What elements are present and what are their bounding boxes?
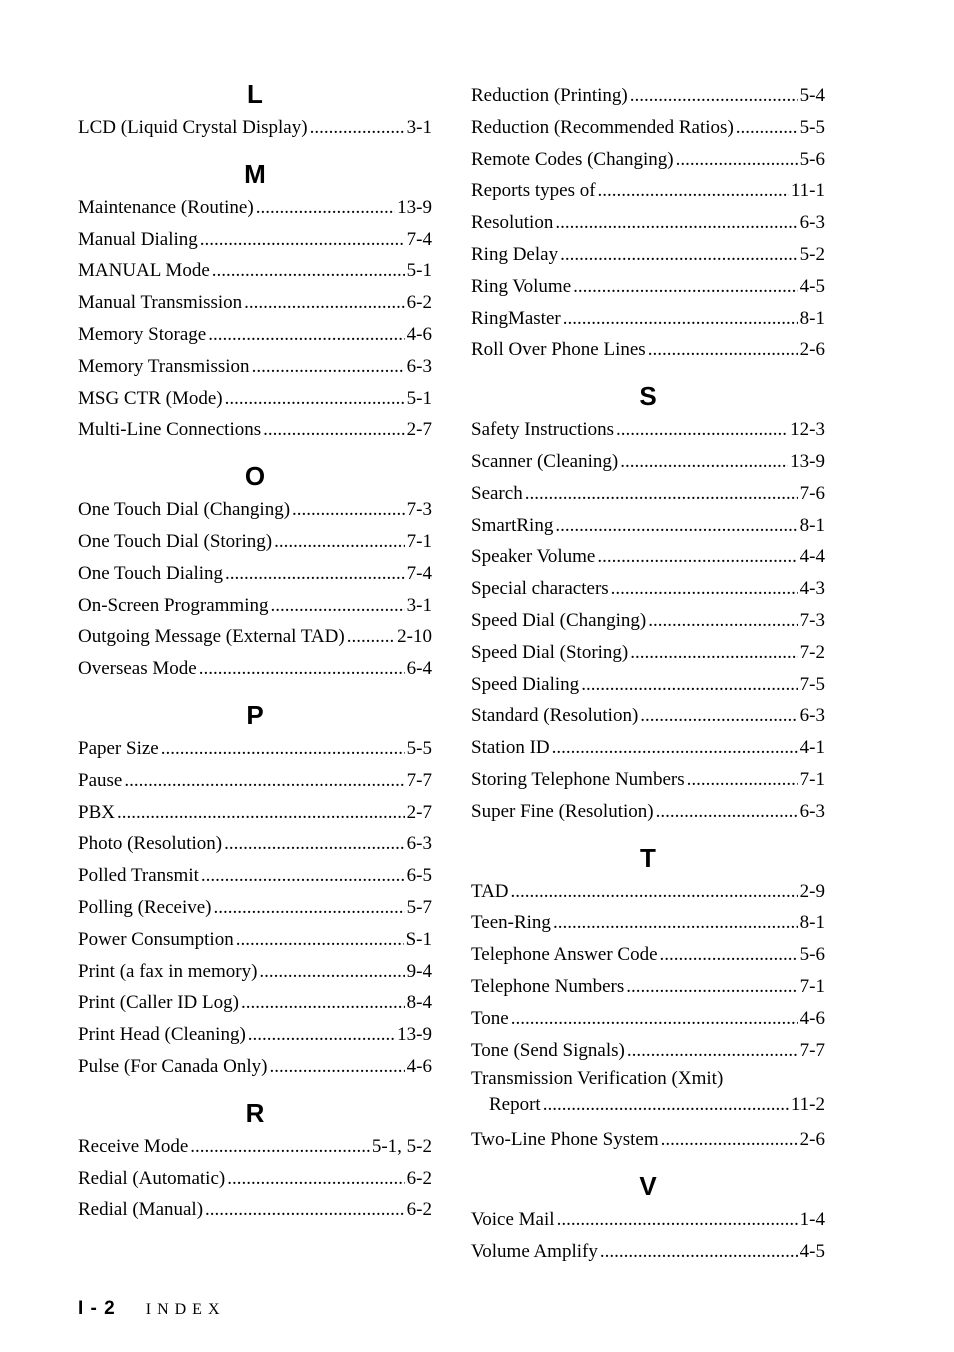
entry-term: Print (a fax in memory) [78, 960, 258, 982]
entry-term: LCD (Liquid Crystal Display) [78, 117, 308, 138]
page-number: I - 2 [78, 1298, 116, 1319]
index-entry [78, 287, 432, 319]
entry-term-continued: Report [489, 1094, 541, 1116]
index-entry [471, 1204, 825, 1236]
entry-page: 7-5 [799, 673, 825, 695]
entry-term: Redial (Automatic) [78, 1167, 226, 1189]
entry-term: Polled Transmit [78, 865, 199, 887]
entry-term: Ring Delay [471, 243, 559, 265]
entry-term: Teen-Ring [471, 912, 551, 934]
index-entry [471, 876, 825, 908]
leader-dots [199, 653, 405, 685]
entry-term: Pulse (For Canada Only) [78, 1055, 268, 1077]
leader-dots [543, 1092, 789, 1118]
entry-term: Safety Instructions [471, 419, 615, 441]
index-entry [471, 1003, 825, 1035]
entry-page: S-1 [405, 928, 432, 950]
index-section [78, 697, 432, 1083]
entry-page: 7-1 [799, 975, 825, 997]
section-letter: V [639, 1170, 657, 1201]
leader-dots [573, 271, 798, 303]
index-entry [471, 1035, 825, 1067]
entry-page: 13-9 [790, 450, 825, 472]
index-entry [78, 892, 432, 924]
leader-dots [248, 1019, 395, 1051]
entry-page: 5-5 [406, 737, 432, 759]
leader-dots [555, 510, 797, 542]
entry-page: 5-2 [799, 243, 825, 265]
leader-dots [269, 1051, 404, 1083]
entry-term: Roll Over Phone Lines [471, 339, 646, 361]
entry-term: Paper Size [78, 737, 159, 759]
index-entry [78, 558, 432, 590]
entry-page: 4-6 [799, 1007, 825, 1029]
entry-continuation [471, 1092, 825, 1124]
entry-term: Speaker Volume [471, 546, 596, 568]
leader-dots [557, 1204, 798, 1236]
entry-term: Scanner (Cleaning) [471, 450, 619, 472]
entry-term: Super Fine (Resolution) [471, 800, 654, 822]
index-entry [471, 207, 825, 239]
leader-dots [627, 1035, 798, 1067]
leader-dots [656, 796, 798, 828]
entry-term: Photo (Resolution) [78, 833, 223, 855]
entry-page: 8-1 [799, 307, 825, 329]
index-entry [471, 303, 825, 335]
entry-page: 9-4 [406, 960, 432, 982]
entry-page: 2-7 [406, 801, 432, 823]
entry-term: TAD [471, 880, 509, 902]
leader-dots [620, 446, 788, 478]
leader-dots [553, 907, 798, 939]
index-entry [78, 956, 432, 988]
entry-page: 2-6 [799, 339, 825, 361]
index-entry [471, 144, 825, 176]
entry-page: 7-7 [799, 1039, 825, 1061]
entry-page: 1-4 [799, 1208, 825, 1230]
entry-page: 5-7 [406, 896, 432, 918]
index-entry [471, 1124, 825, 1156]
leader-dots [310, 112, 405, 144]
leader-dots [611, 573, 798, 605]
entry-term: Two-Line Phone System [471, 1129, 659, 1151]
leader-dots [598, 175, 789, 207]
index-section [78, 76, 432, 144]
entry-page: 8-1 [799, 912, 825, 934]
leader-dots [660, 939, 798, 971]
leader-dots [597, 541, 797, 573]
leader-dots [227, 1163, 404, 1195]
entry-term: Search [471, 482, 523, 504]
index-entry [471, 700, 825, 732]
leader-dots [581, 669, 797, 701]
entry-page: 6-4 [406, 658, 432, 680]
entry-page: 7-4 [406, 562, 432, 584]
entry-page: 4-1 [799, 737, 825, 759]
index-entry [78, 621, 432, 653]
entry-page: 3-1 [406, 594, 432, 616]
leader-dots [214, 892, 405, 924]
entry-page: 2-6 [799, 1129, 825, 1151]
footer-label: INDEX [145, 1301, 226, 1318]
index-entry [471, 939, 825, 971]
entry-term: Manual Transmission [78, 292, 243, 314]
index-entry [78, 797, 432, 829]
index-column-right [471, 80, 825, 1268]
entry-term: Outgoing Message (External TAD) [78, 626, 345, 648]
entry-term: SmartRing [471, 514, 554, 536]
leader-dots [259, 956, 404, 988]
entry-page: 11-1 [790, 180, 825, 202]
entry-page: 4-3 [799, 578, 825, 600]
entry-term: Ring Volume [471, 275, 572, 297]
index-entry [471, 112, 825, 144]
section-letter: O [244, 461, 266, 492]
section-letter: L [247, 79, 263, 109]
entry-term: MANUAL Mode [78, 260, 210, 282]
entry-page: 4-4 [799, 546, 825, 568]
entry-page: 2-7 [406, 419, 432, 441]
entry-term: PBX [78, 801, 115, 823]
index-entry [471, 605, 825, 637]
leader-dots [640, 700, 797, 732]
entry-term: Redial (Manual) [78, 1199, 204, 1221]
index-entry [78, 526, 432, 558]
leader-dots [292, 494, 405, 526]
entry-term: Memory Storage [78, 323, 207, 345]
leader-dots [676, 144, 798, 176]
leader-dots [616, 414, 788, 446]
entry-page: 5-1, 5-2 [371, 1135, 432, 1157]
leader-dots [241, 987, 405, 1019]
index-entry [78, 590, 432, 622]
leader-dots [190, 1131, 370, 1163]
entry-page: 4-6 [406, 323, 432, 345]
entry-page: 7-1 [799, 768, 825, 790]
index-entry [78, 112, 432, 144]
index-entry [78, 494, 432, 526]
index-entry [471, 764, 825, 796]
entry-page: 6-3 [406, 355, 432, 377]
entry-term: Voice Mail [471, 1208, 555, 1230]
leader-dots [552, 732, 798, 764]
entry-term: Resolution [471, 212, 554, 234]
entry-page: 7-4 [406, 228, 432, 250]
index-entry [471, 175, 825, 207]
page-footer [78, 1298, 226, 1322]
entry-term: Telephone Answer Code [471, 944, 658, 966]
entry-page: 6-3 [799, 800, 825, 822]
leader-dots [256, 192, 395, 224]
leader-dots [630, 637, 797, 669]
entry-term: On-Screen Programming [78, 594, 269, 616]
index-entry [78, 765, 432, 797]
leader-dots [270, 590, 404, 622]
entry-page: 7-7 [406, 769, 432, 791]
entry-term: Special characters [471, 578, 609, 600]
entry-term: Print (Caller ID Log) [78, 992, 239, 1014]
leader-dots [626, 971, 797, 1003]
leader-dots [511, 876, 798, 908]
entry-term: Power Consumption [78, 928, 234, 950]
index-section [78, 156, 432, 446]
entry-page: 7-2 [799, 641, 825, 663]
entry-page: 13-9 [397, 1024, 432, 1046]
index-entry [471, 732, 825, 764]
index-entry [78, 255, 432, 287]
leader-dots [560, 239, 798, 271]
index-entry [78, 383, 432, 415]
index-entry [78, 414, 432, 446]
entry-page: 8-4 [406, 992, 432, 1014]
index-section [78, 458, 432, 685]
index-entry [471, 637, 825, 669]
entry-page: 4-5 [799, 275, 825, 297]
leader-dots [687, 764, 798, 796]
entry-page: 3-1 [406, 117, 432, 138]
index-entry [78, 733, 432, 765]
entry-term: Speed Dial (Changing) [471, 609, 647, 631]
section-letter: S [639, 381, 657, 412]
leader-dots [117, 797, 405, 829]
entry-page: 7-1 [406, 530, 432, 552]
entry-term: Telephone Numbers [471, 975, 625, 997]
leader-dots [511, 1003, 798, 1035]
entry-page: 6-3 [406, 833, 432, 855]
entry-term: Overseas Mode [78, 658, 197, 680]
entry-term: MSG CTR (Mode) [78, 387, 223, 409]
index-entry [78, 1163, 432, 1195]
index-entry [471, 669, 825, 701]
leader-dots [225, 558, 405, 590]
entry-term: One Touch Dial (Storing) [78, 530, 273, 552]
leader-dots [555, 207, 797, 239]
entry-term: One Touch Dial (Changing) [78, 499, 291, 521]
entry-page: 13-9 [397, 196, 432, 218]
index-entry [78, 1051, 432, 1083]
section-letter: P [246, 699, 264, 730]
entry-term: Print Head (Cleaning) [78, 1024, 246, 1046]
entry-term: Multi-Line Connections [78, 419, 262, 441]
index-entry [78, 351, 432, 383]
leader-dots [205, 1194, 405, 1226]
entry-term: Storing Telephone Numbers [471, 768, 685, 790]
leader-dots [563, 303, 798, 335]
index-section [471, 1168, 825, 1268]
entry-page: 12-3 [790, 419, 825, 441]
index-entry [471, 510, 825, 542]
leader-dots [630, 80, 798, 112]
leader-dots [736, 112, 798, 144]
leader-dots [236, 924, 404, 956]
entry-term: Maintenance (Routine) [78, 196, 254, 218]
entry-page: 8-1 [799, 514, 825, 536]
entry-term: RingMaster [471, 307, 561, 329]
index-entry [471, 478, 825, 510]
index-entry [471, 1066, 825, 1124]
entry-term: Reduction (Recommended Ratios) [471, 116, 734, 138]
index-entry [471, 1236, 825, 1268]
entry-page: 2-9 [799, 880, 825, 902]
index-entry [471, 573, 825, 605]
entry-page: 5-1 [406, 260, 432, 282]
leader-dots [208, 319, 404, 351]
index-section [78, 1095, 432, 1226]
index-entry [78, 828, 432, 860]
leader-dots [252, 351, 405, 383]
index-section [471, 840, 825, 1156]
index-entry [78, 1019, 432, 1051]
entry-term: Station ID [471, 737, 550, 759]
entry-page: 4-6 [406, 1055, 432, 1077]
entry-page: 5-6 [799, 944, 825, 966]
entry-term: Receive Mode [78, 1135, 189, 1157]
entry-term: Tone [471, 1007, 509, 1029]
entry-page: 6-2 [406, 1199, 432, 1221]
index-entry [78, 987, 432, 1019]
entry-term: Polling (Receive) [78, 896, 212, 918]
index-entry [471, 971, 825, 1003]
entry-term: Memory Transmission [78, 355, 250, 377]
entry-page: 7-6 [799, 482, 825, 504]
leader-dots [212, 255, 405, 287]
leader-dots [648, 605, 797, 637]
entry-term: Manual Dialing [78, 228, 198, 250]
index-entry [78, 319, 432, 351]
index-entry [471, 239, 825, 271]
index-entry [471, 414, 825, 446]
index-entry [78, 924, 432, 956]
entry-term: One Touch Dialing [78, 562, 224, 584]
entry-page: 5-5 [799, 116, 825, 138]
entry-page: 5-1 [406, 387, 432, 409]
leader-dots [200, 224, 405, 256]
entry-page: 2-10 [397, 626, 432, 648]
index-entry [78, 1131, 432, 1163]
index-column-left [78, 76, 432, 1226]
leader-dots [600, 1236, 798, 1268]
section-letter: R [245, 1097, 265, 1128]
entry-page: 5-4 [799, 85, 825, 106]
entry-page: 6-2 [406, 292, 432, 314]
index-entry [471, 907, 825, 939]
entry-page: 4-5 [799, 1240, 825, 1262]
entry-page: 11-2 [790, 1094, 825, 1116]
index-entry [471, 541, 825, 573]
entry-term: Volume Amplify [471, 1240, 598, 1262]
index-entry [471, 334, 825, 366]
index-entry [471, 796, 825, 828]
entry-page: 6-2 [406, 1167, 432, 1189]
leader-dots [225, 383, 405, 415]
entry-term: Speed Dialing [471, 673, 580, 695]
leader-dots [347, 621, 395, 653]
entry-page: 6-3 [799, 705, 825, 727]
entry-term: Speed Dial (Storing) [471, 641, 629, 663]
entry-term: Remote Codes (Changing) [471, 148, 674, 170]
entry-page: 5-6 [799, 148, 825, 170]
index-entry [78, 224, 432, 256]
index-section [471, 80, 825, 366]
entry-page: 7-3 [799, 609, 825, 631]
index-entry [78, 653, 432, 685]
entry-term: Tone (Send Signals) [471, 1039, 625, 1061]
entry-page: 6-5 [406, 865, 432, 887]
leader-dots [224, 828, 405, 860]
index-entry [471, 446, 825, 478]
index-entry [78, 192, 432, 224]
leader-dots [161, 733, 405, 765]
leader-dots [525, 478, 798, 510]
leader-dots [263, 414, 405, 446]
index-entry [78, 1194, 432, 1226]
entry-term: Transmission Verification (Xmit) [471, 1068, 724, 1090]
index-section [471, 378, 825, 827]
entry-term: Reports types of [471, 180, 596, 202]
leader-dots [124, 765, 404, 797]
section-letter: T [640, 842, 656, 873]
index-entry [471, 80, 825, 112]
leader-dots [201, 860, 405, 892]
section-letter: M [244, 158, 266, 189]
leader-dots [244, 287, 405, 319]
leader-dots [648, 334, 798, 366]
entry-term: Pause [78, 769, 123, 791]
leader-dots [661, 1124, 798, 1156]
entry-term: Reduction (Printing) [471, 85, 628, 106]
index-entry [78, 860, 432, 892]
index-entry [471, 271, 825, 303]
entry-page: 7-3 [406, 499, 432, 521]
leader-dots [274, 526, 405, 558]
entry-page: 6-3 [799, 212, 825, 234]
entry-term: Standard (Resolution) [471, 705, 639, 727]
